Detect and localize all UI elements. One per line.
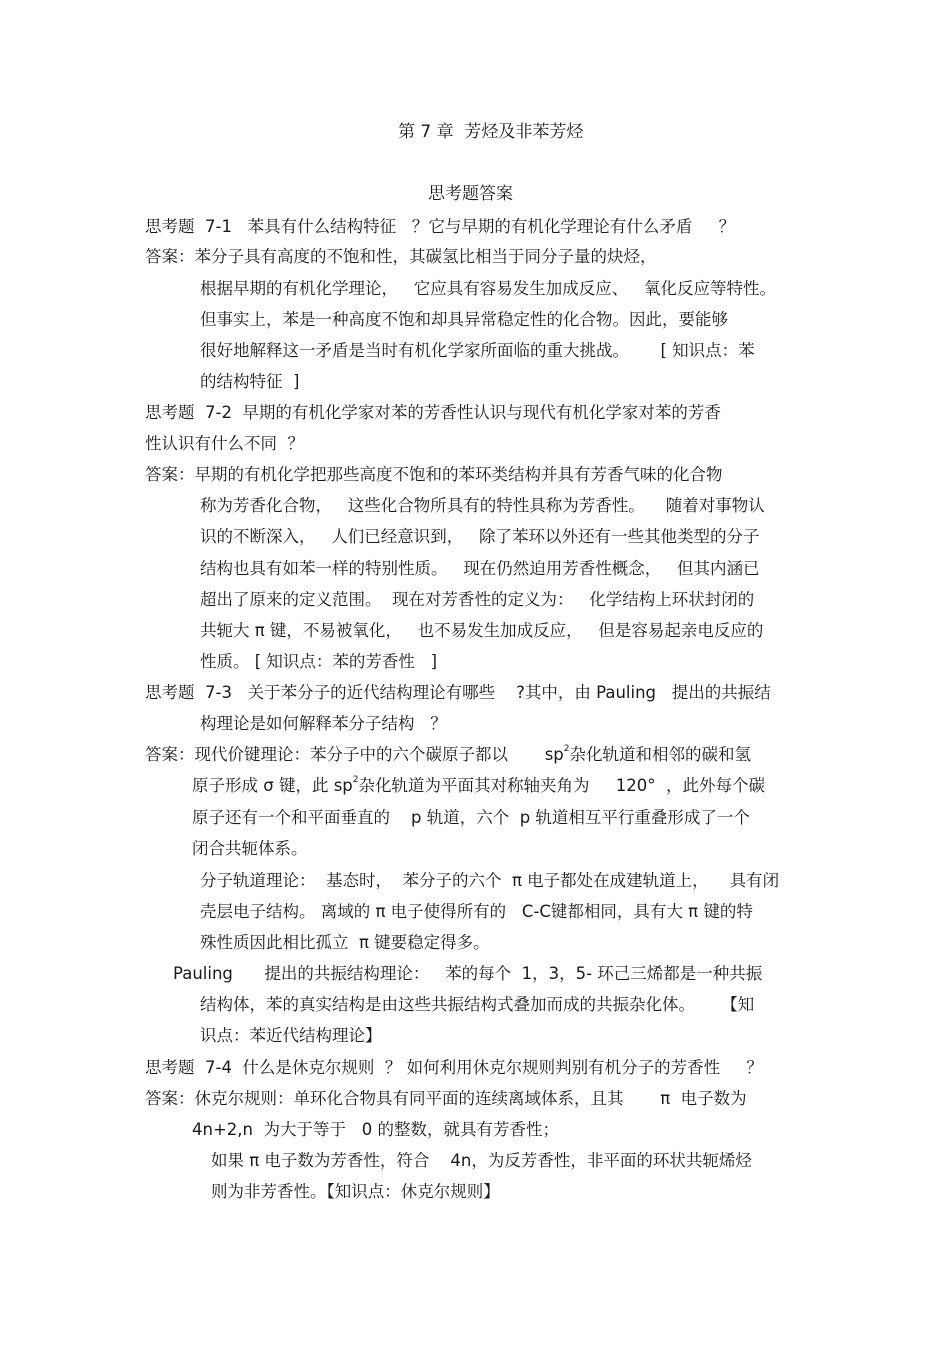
answer-7-1-line: 根据早期的有机化学理论， 它应具有容易发生加成反应、 氧化反应等特性。 (200, 279, 776, 298)
answer-7-3-line: 闭合共轭体系。 (192, 839, 308, 858)
question-7-2: 思考题 7-2 早期的有机化学家对苯的芳香性认识与现代有机化学家对苯的芳香 (145, 403, 721, 422)
answer-7-3-text: 杂化轨道为平面其对称轴夹角为 120° ，此外每个碳 (358, 776, 765, 795)
answer-7-3-line: 原子还有一个和平面垂直的 p 轨道，六个 p 轨道相互平行重叠形成了一个 (192, 808, 750, 827)
answer-7-3-line (192, 775, 765, 797)
answer-7-3-line: 壳层电子结构。 离域的 π 电子使得所有的 C-C键都相同，具有大 π 键的特 (200, 902, 753, 921)
answer-7-2-line: 识的不断深入， 人们已经意识到， 除了苯环以外还有一些其他类型的分子 (200, 527, 760, 546)
superscript: 2 (352, 775, 359, 785)
question-7-2: 性认识有什么不同 ？ (145, 434, 304, 453)
superscript: 2 (563, 744, 570, 754)
answer-7-3-line: Pauling 提出的共振结构理论： 苯的每个 1，3，5- 环己三烯都是一种共振 (173, 964, 763, 983)
answer-7-4-line: 如果 π 电子数为芳香性，符合 4n，为反芳香性，非平面的环状共轭烯烃 (211, 1151, 752, 1170)
answer-7-3-line (145, 744, 751, 766)
answer-7-2-line: 答案：早期的有机化学把那些高度不饱和的苯环类结构并具有芳香气味的化合物 (145, 465, 723, 484)
question-7-1: 思考题 7-1 苯具有什么结构特征 ？它与早期的有机化学理论有什么矛盾 ？ (145, 217, 736, 236)
answer-7-3-text: 原子形成 σ 键，此 sp (192, 776, 353, 795)
answer-7-3-text: 答案：现代价键理论：苯分子中的六个碳原子都以 sp (145, 745, 564, 764)
answer-7-1-line: 很好地解释这一矛盾是当时有机化学家所面临的重大挑战。 [ 知识点：苯 (200, 341, 755, 360)
question-7-3: 思考题 7-3 关于苯分子的近代结构理论有哪些 ?其中，由 Pauling 提出的共振结 (145, 683, 771, 702)
answer-7-2-line: 结构也具有如苯一样的特别性质。 现在仍然迫用芳香性概念， 但其内涵已 (200, 559, 760, 578)
chapter-title: 第 7 章 芳烃及非苯芳烃 (398, 122, 584, 142)
answer-7-3-line: 分子轨道理论： 基态时， 苯分子的六个 π 电子都处在成建轨道上， 具有闭 (200, 871, 780, 890)
question-7-4: 思考题 7-4 什么是休克尔规则 ？ 如何利用休克尔规则判别有机分子的芳香性 ？ (145, 1058, 763, 1077)
section-title: 思考题答案 (428, 184, 513, 204)
answer-7-3-line: 结构体，苯的真实结构是由这些共振结构式叠加而成的共振杂化体。 【知 (200, 995, 755, 1014)
answer-7-2-line: 超出了原来的定义范围。 现在对芳香性的定义为： 化学结构上环状封闭的 (200, 590, 755, 609)
answer-7-3-line: 殊性质因此相比孤立 π 键要稳定得多。 (200, 933, 490, 952)
answer-7-1-line: 答案：苯分子具有高度的不饱和性，其碳氢比相当于同分子量的炔烃， (145, 247, 657, 266)
answer-7-4-line: 答案：休克尔规则：单环化合物具有同平面的连续离域体系，且其 π 电子数为 (145, 1089, 747, 1108)
answer-7-3-line: 识点：苯近代结构理论】 (200, 1026, 382, 1045)
answer-7-4-line: 4n+2,n 为大于等于 0 的整数，就具有芳香性； (192, 1120, 559, 1139)
question-7-3: 构理论是如何解释苯分子结构 ？ (200, 714, 447, 733)
answer-7-2-line: 共轭大 π 键，不易被氧化， 也不易发生加成反应， 但是容易起亲电反应的 (200, 621, 764, 640)
answer-7-3-text: 杂化轨道和相邻的碳和氢 (569, 745, 752, 764)
answer-7-1-line: 但事实上，苯是一种高度不饱和却具异常稳定性的化合物。因此，要能够 (200, 310, 728, 329)
answer-7-2-line: 称为芳香化合物， 这些化合物所具有的特性具称为芳香性。 随着对事物认 (200, 496, 765, 515)
answer-7-2-line: 性质。 [ 知识点：苯的芳香性 ] (200, 652, 438, 671)
answer-7-1-line: 的结构特征 ] (200, 372, 300, 391)
answer-7-4-line: 则为非芳香性。【知识点：休克尔规则】 (211, 1182, 500, 1201)
